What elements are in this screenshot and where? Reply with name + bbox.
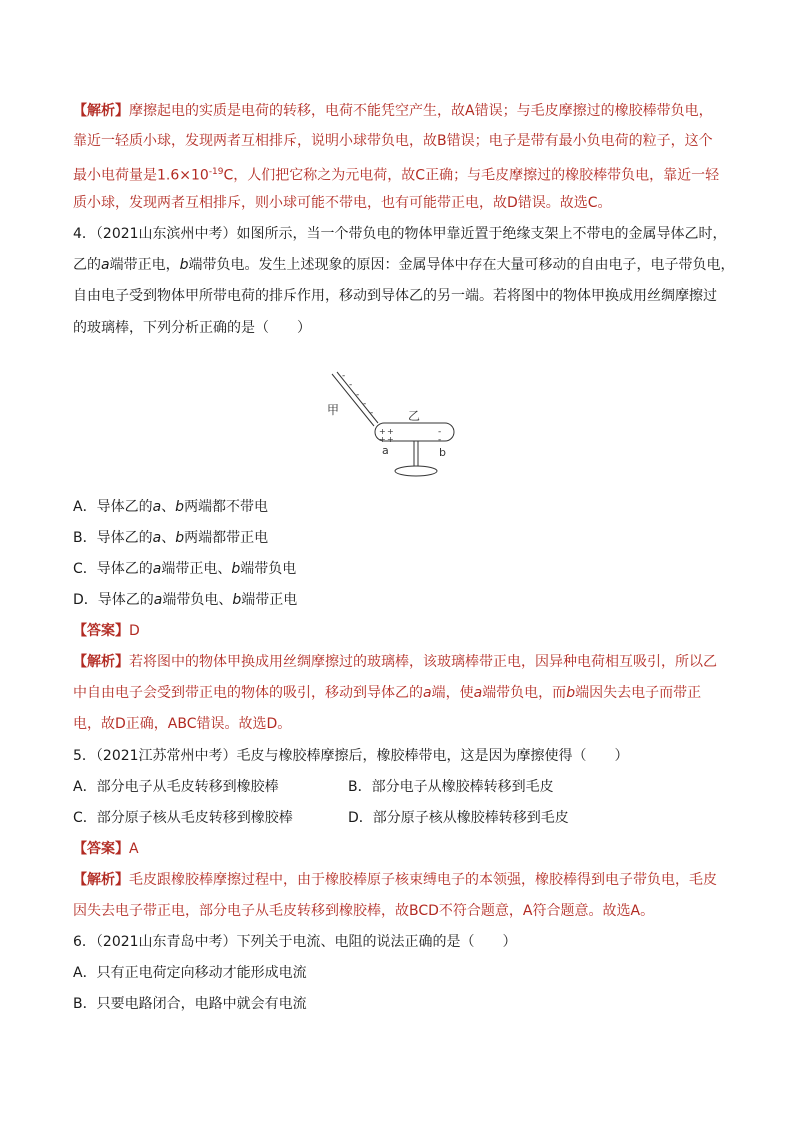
q4-option-b: B．导体乙的a、b两端都带正电 bbox=[73, 530, 269, 546]
plus-2: + bbox=[387, 427, 394, 436]
label-yi: 乙 bbox=[408, 409, 421, 423]
q3-analysis-line-3: 最小电荷量是$1.6\times 10^{-19}C$，人们把它称之为元电荷，故C正确；与毛皮摩擦过的橡胶棒带负电，靠近一轻 bbox=[73, 167, 720, 184]
minus-right-1: - bbox=[438, 427, 442, 437]
plus-4: + bbox=[387, 435, 394, 444]
q5-option-a: A．部分电子从毛皮转移到橡胶棒 bbox=[73, 779, 279, 795]
q4-analysis-line-3: 电，故D正确，ABC错误。故选D。 bbox=[73, 716, 292, 732]
conductor-figure bbox=[318, 368, 460, 483]
q4-answer: 【答案】D bbox=[73, 623, 140, 639]
insulating-stand bbox=[395, 441, 437, 476]
q4-stem-line-4: 的玻璃棒，下列分析正确的是（ ） bbox=[73, 320, 311, 336]
label-a: a bbox=[382, 444, 389, 457]
q5-stem: 5．（2021江苏常州中考）毛皮与橡胶棒摩擦后，橡胶棒带电，这是因为摩擦使得（ ） bbox=[73, 748, 629, 764]
rod-minus-2: - bbox=[349, 380, 353, 390]
q4-stem-line-2: 乙的a端带正电，b端带负电。发生上述现象的原因：金属导体中存在大量可移动的自由电子，电子带负电， bbox=[73, 257, 735, 273]
label-b: b bbox=[439, 446, 446, 459]
label-jia: 甲 bbox=[327, 403, 340, 417]
rod-minus-1: - bbox=[342, 371, 346, 381]
q4-analysis-line-2: 中自由电子会受到带正电的物体的吸引，移动到导体乙的a端，使a端带负电，而b端因失去电子而带正 bbox=[73, 685, 702, 701]
q4-option-a: A．导体乙的a、b两端都不带电 bbox=[73, 499, 269, 515]
rod-minus-5: - bbox=[370, 408, 374, 418]
q5-option-c: C．部分原子核从毛皮转移到橡胶棒 bbox=[73, 810, 293, 826]
q4-option-d: D．导体乙的a端带负电、b端带正电 bbox=[73, 592, 298, 608]
q5-option-d: D．部分原子核从橡胶棒转移到毛皮 bbox=[348, 810, 569, 826]
rod-minus-4: - bbox=[363, 399, 367, 409]
q5-answer: 【答案】A bbox=[73, 841, 139, 857]
q5-options-row-1 bbox=[73, 777, 733, 797]
q6-option-a: A．只有正电荷定向移动才能形成电流 bbox=[73, 965, 307, 981]
q3-analysis-line-1: 【解析】摩擦起电的实质是电荷的转移，电荷不能凭空产生，故A错误；与毛皮摩擦过的橡胶棒带负电， bbox=[73, 103, 713, 119]
q4-analysis-line-1: 【解析】若将图中的物体甲换成用丝绸摩擦过的玻璃棒，该玻璃棒带正电，因异种电荷相互吸引，所以乙 bbox=[73, 654, 717, 670]
q6-option-b: B．只要电路闭合，电路中就会有电流 bbox=[73, 996, 307, 1012]
rod-minus-3: - bbox=[356, 390, 360, 400]
q5-options-row-2 bbox=[73, 808, 733, 828]
minus-right-2: - bbox=[438, 435, 442, 445]
q4-stem-line-1: 4．（2021山东滨州中考）如图所示，当一个带负电的物体甲靠近置于绝缘支架上不带电的金属导体乙时， bbox=[73, 226, 727, 242]
q3-analysis-line-2: 靠近一轻质小球，发现两者互相排斥，说明小球带负电，故B错误；电子是带有最小负电荷的粒子，这个 bbox=[73, 133, 713, 149]
q4-option-c: C．导体乙的a端带正电、b端带负电 bbox=[73, 561, 297, 577]
q5-analysis-line-1: 【解析】毛皮跟橡胶棒摩擦过程中，由于橡胶棒原子核束缚电子的本领强，橡胶棒得到电子带负电，毛皮 bbox=[73, 872, 717, 888]
plus-1: + bbox=[379, 427, 386, 436]
q5-analysis-line-2: 因失去电子带正电，部分电子从毛皮转移到橡胶棒，故BCD不符合题意，A符合题意。故选A。 bbox=[73, 903, 655, 919]
plus-3: + bbox=[379, 435, 386, 444]
q3-analysis-line-4: 质小球，发现两者互相排斥，则小球可能不带电，也有可能带正电，故D错误。故选C。 bbox=[73, 195, 612, 211]
q4-stem-line-3: 自由电子受到物体甲所带电荷的排斥作用，移动到导体乙的另一端。若将图中的物体甲换成用丝绸摩擦过 bbox=[73, 288, 717, 304]
q6-stem: 6．（2021山东青岛中考）下列关于电流、电阻的说法正确的是（ ） bbox=[73, 934, 517, 950]
q5-option-b: B．部分电子从橡胶棒转移到毛皮 bbox=[348, 779, 554, 795]
